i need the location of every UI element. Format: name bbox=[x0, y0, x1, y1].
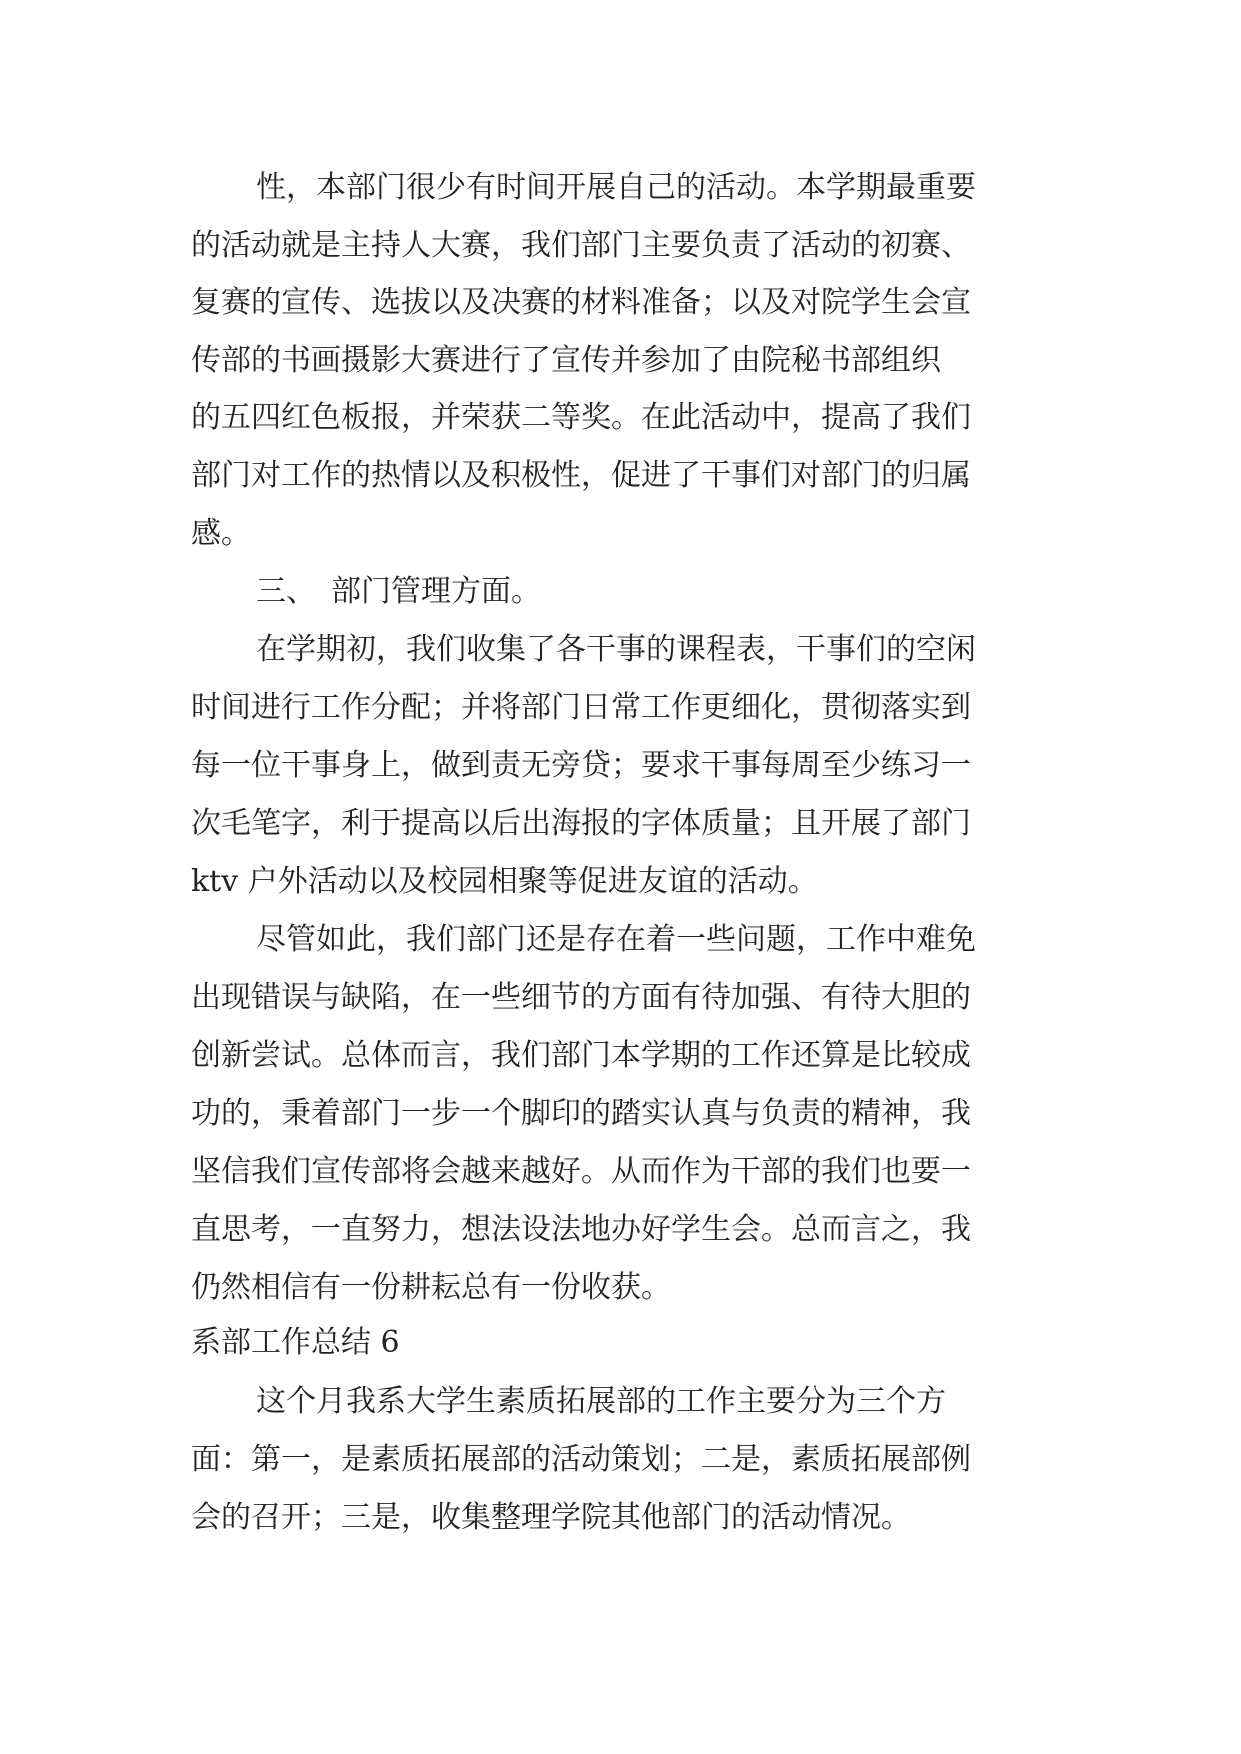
text-line: 坚信我们宣传部将会越来越好。从而作为干部的我们也要一 bbox=[191, 1154, 971, 1189]
text-line: 创新尝试。总体而言，我们部门本学期的工作还算是比较成 bbox=[191, 1038, 971, 1073]
text-line: 在学期初，我们收集了各干事的课程表，干事们的空闲 bbox=[256, 632, 976, 667]
text-line: 的活动就是主持人大赛，我们部门主要负责了活动的初赛、 bbox=[191, 228, 971, 263]
text-line: 这个月我系大学生素质拓展部的工作主要分为三个方 bbox=[256, 1384, 946, 1419]
text-line: 部门对工作的热情以及积极性，促进了干事们对部门的归属 bbox=[191, 458, 971, 493]
text-line: 复赛的宣传、选拔以及决赛的材料准备；以及对院学生会宣 bbox=[191, 285, 971, 320]
section-heading: 三、 部门管理方面。 bbox=[256, 574, 541, 609]
text-line: 传部的书画摄影大赛进行了宣传并参加了由院秘书部组织 bbox=[191, 343, 941, 378]
text-line: 次毛笔字，利于提高以后出海报的字体质量；且开展了部门 bbox=[191, 806, 971, 841]
text-line: 尽管如此，我们部门还是存在着一些问题，工作中难免 bbox=[256, 922, 976, 957]
text-line: 出现错误与缺陷，在一些细节的方面有待加强、有待大胆的 bbox=[191, 980, 971, 1015]
text-line: 时间进行工作分配；并将部门日常工作更细化，贯彻落实到 bbox=[191, 690, 971, 725]
text-line: 功的，秉着部门一步一个脚印的踏实认真与负责的精神，我 bbox=[191, 1096, 971, 1131]
text-line: 直思考，一直努力，想法设法地办好学生会。总而言之，我 bbox=[191, 1212, 971, 1247]
section-title: 系部工作总结 6 bbox=[191, 1325, 400, 1360]
text-line: 的五四红色板报，并荣获二等奖。在此活动中，提高了我们 bbox=[191, 400, 971, 435]
text-line: 感。 bbox=[191, 516, 251, 551]
text-line: ktv 户外活动以及校园相聚等促进友谊的活动。 bbox=[191, 864, 818, 899]
text-line: 每一位干事身上，做到责无旁贷；要求干事每周至少练习一 bbox=[191, 748, 971, 783]
text-line: 会的召开；三是，收集整理学院其他部门的活动情况。 bbox=[191, 1500, 911, 1535]
text-line: 性，本部门很少有时间开展自己的活动。本学期最重要 bbox=[256, 170, 976, 205]
text-line: 面：第一，是素质拓展部的活动策划；二是，素质拓展部例 bbox=[191, 1442, 971, 1477]
text-line: 仍然相信有一份耕耘总有一份收获。 bbox=[191, 1270, 671, 1305]
